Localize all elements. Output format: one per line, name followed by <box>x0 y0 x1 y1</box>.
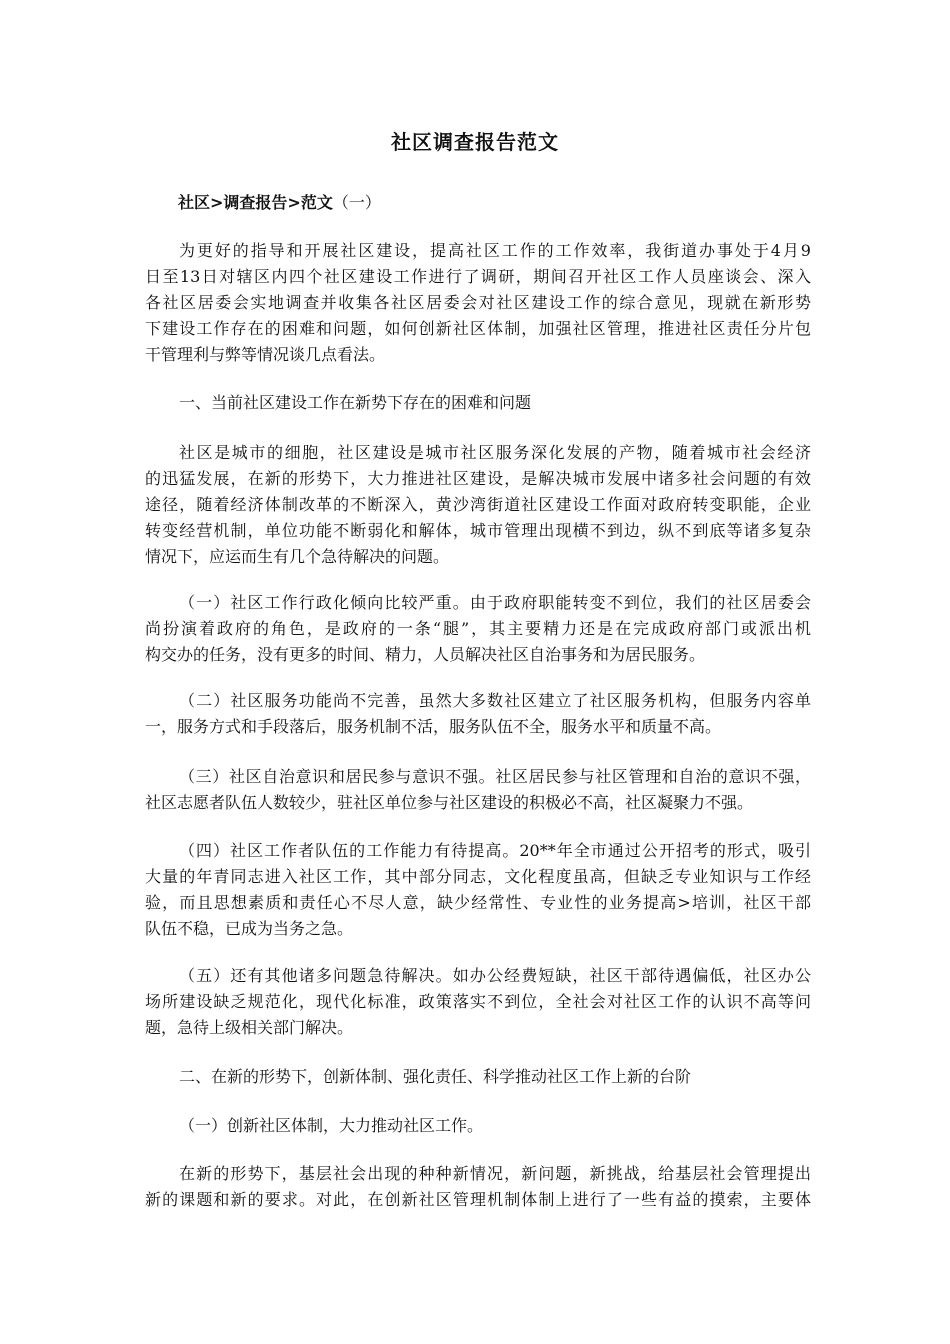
paragraph-line: 尚扮演着政府的角色，是政府的一条“腿”，其主要精力还是在完成政府部门或派出机 <box>145 619 811 638</box>
paragraph-line: （五）还有其他诸多问题急待解决。如办公经费短缺，社区干部待遇偏低，社区办公 <box>179 966 811 985</box>
paragraph-line: 新的课题和新的要求。对此，在创新社区管理机制体制上进行了一些有益的摸索，主要体 <box>145 1190 811 1209</box>
paragraph-line: 转变经营机制，单位功能不断弱化和解体，城市管理出现横不到边，纵不到底等诸多复杂 <box>145 521 811 540</box>
paragraph-issue-4 <box>145 838 811 942</box>
paragraph-line: （四）社区工作者队伍的工作能力有待提高。20**年全市通过公开招考的形式，吸引 <box>179 841 811 860</box>
paragraph-issue-1 <box>145 590 811 668</box>
paragraph-line: 大量的年青同志进入社区工作，其中部分同志，文化程度虽高，但缺乏专业知识与工作经 <box>145 867 811 886</box>
paragraph-line: （三）社区自治意识和居民参与意识不强。社区居民参与社区管理和自治的意识不强， <box>179 767 811 786</box>
paragraph-line: 干管理利与弊等情况谈几点看法。 <box>145 345 386 364</box>
paragraph-innovation <box>145 1161 811 1213</box>
document-subtitle <box>178 191 381 215</box>
subsection-heading-1: （一）创新社区体制，大力推动社区工作。 <box>179 1116 484 1135</box>
paragraph-line: 场所建设缺乏规范化，现代化标准，政策落实不到位，全社会对社区工作的认识不高等问 <box>145 992 811 1011</box>
paragraph-line: 各社区居委会实地调查并收集各社区居委会对社区建设工作的综合意见，现就在新形势 <box>145 293 811 312</box>
paragraph-background <box>145 440 811 570</box>
paragraph-line: 情况下，应运而生有几个急待解决的问题。 <box>145 547 450 566</box>
paragraph-line: 队伍不稳，已成为当务之急。 <box>145 919 354 938</box>
paragraph-line: 在新的形势下，基层社会出现的种种新情况，新问题，新挑战，给基层社会管理提出 <box>179 1164 811 1183</box>
paragraph-line: 社区志愿者队伍人数较少，驻社区单位参与社区建设的积极必不高，社区凝聚力不强。 <box>145 793 754 812</box>
paragraph-line: 的迅猛发展，在新的形势下，大力推进社区建设，是解决城市发展中诸多社会问题的有效 <box>145 469 811 488</box>
paragraph-line: 验，而且思想素质和责任心不尽人意，缺少经常性、专业性的业务提高>培训，社区干部 <box>145 893 811 912</box>
subtitle-suffix: （一） <box>332 193 381 212</box>
paragraph-line: 社区是城市的细胞，社区建设是城市社区服务深化发展的产物，随着城市社会经济 <box>179 443 811 462</box>
paragraph-intro <box>145 238 811 368</box>
paragraph-line: 为更好的指导和开展社区建设，提高社区工作的工作效率，我街道办事处于4月9 <box>179 241 811 260</box>
paragraph-line: 下建设工作存在的困难和问题，如何创新社区体制，加强社区管理，推进社区责任分片包 <box>145 319 811 338</box>
section-heading-1: 一、当前社区建设工作在新势下存在的困难和问题 <box>179 393 532 412</box>
section-heading-2: 二、在新的形势下，创新体制、强化责任、科学推动社区工作上新的台阶 <box>179 1067 692 1086</box>
paragraph-line: 题，急待上级相关部门解决。 <box>145 1018 354 1037</box>
paragraph-issue-3 <box>145 764 811 816</box>
paragraph-line: （二）社区服务功能尚不完善，虽然大多数社区建立了社区服务机构，但服务内容单 <box>179 691 811 710</box>
subtitle-main: 社区>调查报告>范文 <box>178 193 333 212</box>
paragraph-line: （一）社区工作行政化倾向比较严重。由于政府职能转变不到位，我们的社区居委会 <box>179 593 811 612</box>
paragraph-line: 途径，随着经济体制改革的不断深入，黄沙湾街道社区建设工作面对政府转变职能，企业 <box>145 495 811 514</box>
paragraph-issue-2 <box>145 688 811 740</box>
paragraph-line: 一，服务方式和手段落后，服务机制不活，服务队伍不全，服务水平和质量不高。 <box>145 717 722 736</box>
paragraph-issue-5 <box>145 963 811 1041</box>
document-title: 社区调查报告范文 <box>391 130 559 154</box>
paragraph-line: 构交办的任务，没有更多的时间、精力，人员解决社区自治事务和为居民服务。 <box>145 645 706 664</box>
paragraph-line: 日至13日对辖区内四个社区建设工作进行了调研，期间召开社区工作人员座谈会、深入 <box>145 267 811 286</box>
